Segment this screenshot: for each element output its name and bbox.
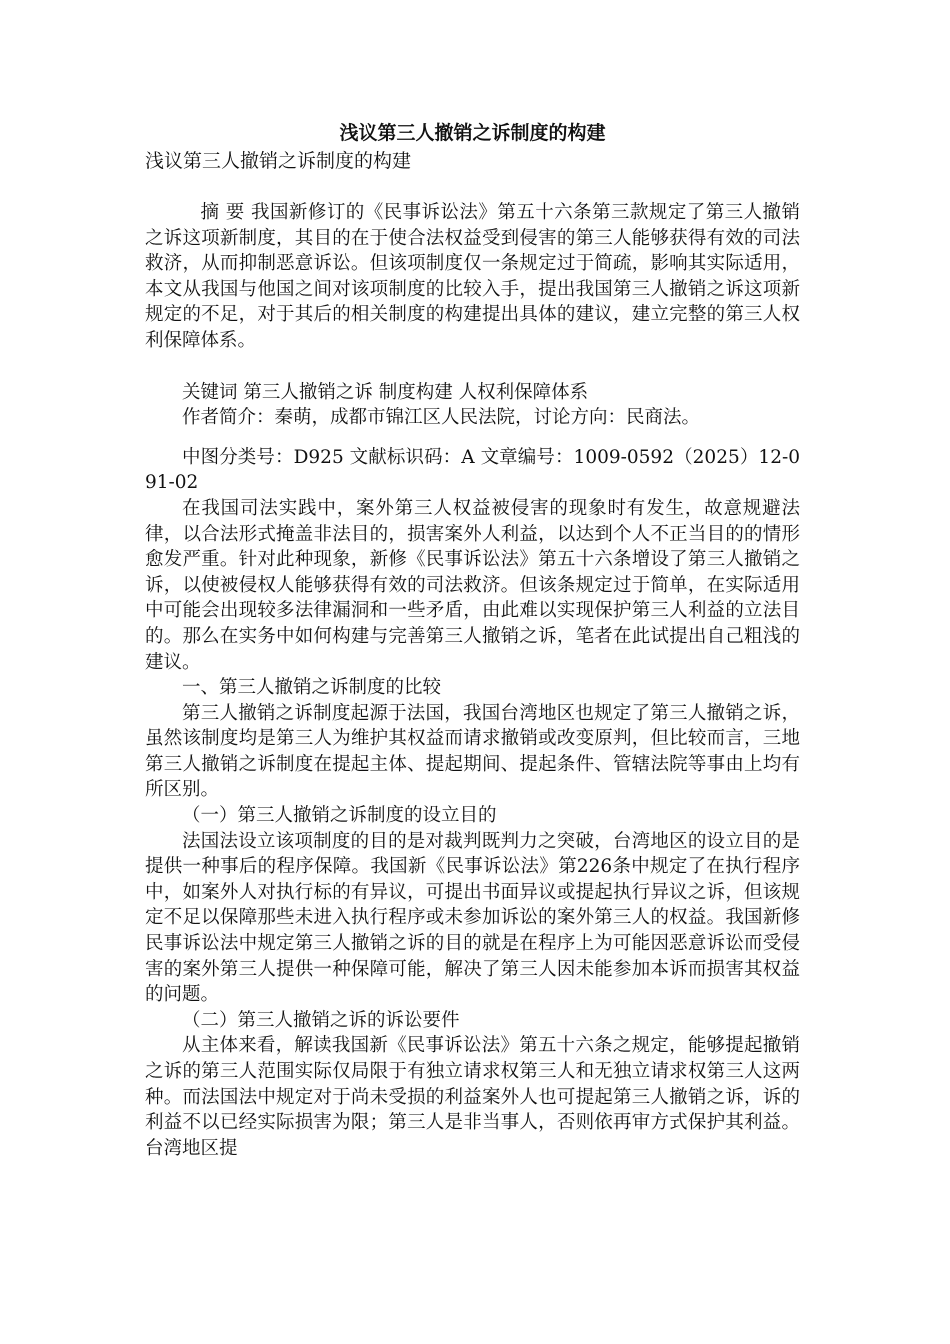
subsection-1-paragraph: 法国法设立该项制度的目的是对裁判既判力之突破，台湾地区的设立目的是提供一种事后的程序保障。我国新《民事诉讼法》第226条中规定了在执行程序中，如案外人对执行标的有异议，可提出书面异议或提起执行异议之诉，但该规定不足以保障那些未进入执行程序或未参加诉讼的案外第三人的权益。我国新修民事诉讼法中规定第三人撤销之诉的目的就是在程序上为可能因恶意诉讼而受侵害的案外第三人提供一种保障可能，解决了第三人因未能参加本诉而损害其权益的问题。 <box>145 830 800 1006</box>
abstract-paragraph: 摘 要 我国新修订的《民事诉讼法》第五十六条第三款规定了第三人撤销之诉这项新制度，其目的在于使合法权益受到侵害的第三人能够获得有效的司法救济，从而抑制恶意诉讼。但该项制度仅一条规定过于简疏，影响其实际适用，本文从我国与他国之间对该项制度的比较入手，提出我国第三人撤销之诉这项新规定的不足，对于其后的相关制度的构建提出具体的建议，建立完整的第三人权利保障体系。 <box>145 202 800 351</box>
spacer <box>145 354 800 380</box>
subsection-1-heading: （一）第三人撤销之诉制度的设立目的 <box>182 805 497 827</box>
subsection-2-heading: （二）第三人撤销之诉的诉讼要件 <box>182 1009 460 1031</box>
intro-paragraph: 在我国司法实践中，案外第三人权益被侵害的现象时有发生，故意规避法律，以合法形式掩盖非法目的，损害案外人利益，以达到个人不正当目的的情形愈发严重。针对此种现象，新修《民事诉讼法》第五十六条增设了第三人撤销之诉，以使被侵权人能够获得有效的司法救济。但该条规定过于简单，在实际适用中可能会出现较多法律漏洞和一些矛盾，由此难以实现保护第三人利益的立法目的。那么在实务中如何构建与完善第三人撤销之诉，笔者在此试提出自己粗浅的建议。 <box>145 497 800 673</box>
section-1-heading: 一、第三人撤销之诉制度的比较 <box>182 677 442 699</box>
classification-line: 中图分类号：D925 文献标识码：A 文章编号：1009-0592（2025）12-091-02 <box>145 446 800 494</box>
document-title: 浅议第三人撤销之诉制度的构建 <box>339 122 606 144</box>
spacer <box>145 174 800 200</box>
keywords-line: 关键词 第三人撤销之诉 制度构建 人权利保障体系 <box>182 381 589 403</box>
document-subtitle: 浅议第三人撤销之诉制度的构建 <box>145 150 412 172</box>
subsection-2-paragraph: 从主体来看，解读我国新《民事诉讼法》第五十六条之规定，能够提起撤销之诉的第三人范围实际仅局限于有独立请求权第三人和无独立请求权第三人这两种。而法国法中规定对于尚未受损的利益案外人也可提起第三人撤销之诉，诉的利益不以已经实际损害为限；第三人是非当事人，否则依再审方式保护其利益。台湾地区提 <box>145 1035 800 1159</box>
document-page <box>145 118 800 1161</box>
spacer <box>145 431 800 445</box>
author-line: 作者简介：秦萌，成都市锦江区人民法院，讨论方向：民商法。 <box>182 407 701 429</box>
section-1-paragraph: 第三人撤销之诉制度起源于法国，我国台湾地区也规定了第三人撤销之诉，虽然该制度均是第三人为维护其权益而请求撤销或改变原判，但比较而言，三地第三人撤销之诉制度在提起主体、提起期间、提起条件、管辖法院等事由上均有所区别。 <box>145 702 800 801</box>
